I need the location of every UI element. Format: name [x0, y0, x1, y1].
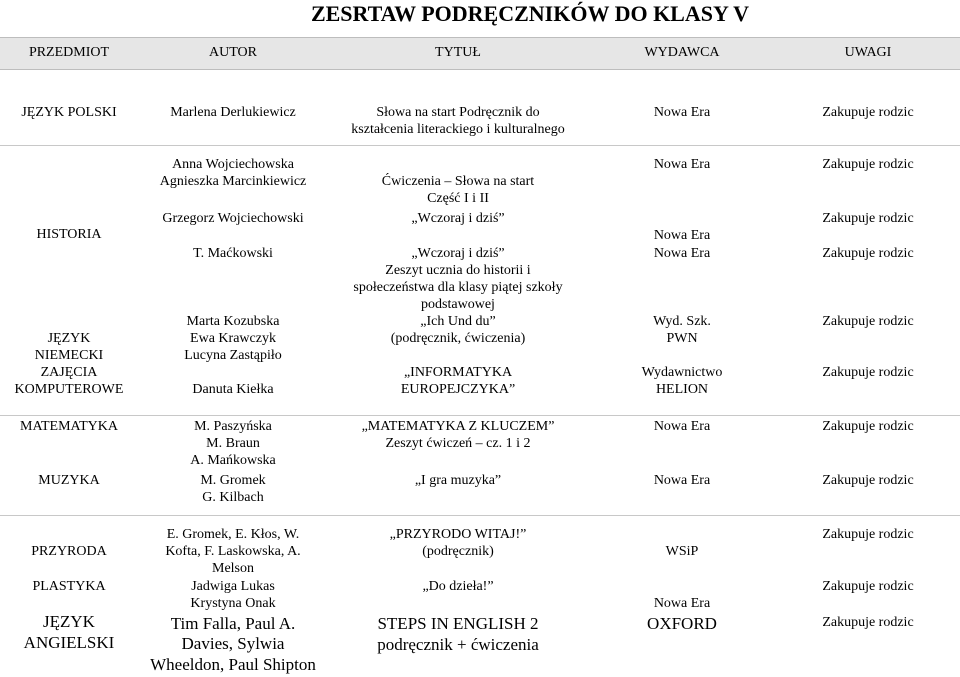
row-divider	[0, 515, 960, 516]
author: Wheeldon, Paul Shipton	[150, 655, 316, 674]
subject-jezyk-angielski: ANGIELSKI	[23, 633, 115, 652]
author: Anna Wojciechowska	[172, 157, 294, 172]
publisher: PWN	[666, 331, 698, 346]
publisher: Nowa Era	[653, 228, 711, 243]
note: Zakupuje rodzic	[822, 473, 914, 488]
subject-historia: HISTORIA	[36, 227, 102, 242]
book-title: podręcznik + ćwiczenia	[377, 635, 539, 654]
header-wydawca: WYDAWCA	[644, 45, 720, 60]
book-title: „Ich Und du”	[420, 314, 496, 329]
header-przedmiot: PRZEDMIOT	[28, 45, 110, 60]
note: Zakupuje rodzic	[822, 615, 914, 630]
author: Tim Falla, Paul A.	[170, 614, 296, 633]
subject-jezyk-niemiecki: NIEMECKI	[34, 348, 104, 363]
publisher: Wyd. Szk.	[653, 314, 711, 329]
book-title: „Wczoraj i dziś”	[411, 211, 505, 226]
note: Zakupuje rodzic	[822, 365, 914, 380]
subject-jezyk-angielski: JĘZYK	[43, 612, 95, 631]
author: A. Mańkowska	[190, 453, 276, 468]
book-title: „Do dzieła!”	[422, 579, 494, 594]
note: Zakupuje rodzic	[822, 211, 914, 226]
row-divider	[0, 415, 960, 416]
author: T. Maćkowski	[193, 246, 273, 261]
book-title: społeczeństwa dla klasy piątej szkoły	[353, 280, 563, 295]
author: Lucyna Zastąpiło	[184, 348, 282, 363]
subject-przyroda: PRZYRODA	[31, 544, 107, 559]
author: M. Gromek	[200, 473, 266, 488]
author: Krystyna Onak	[190, 596, 276, 611]
book-title: Słowa na start Podręcznik do	[376, 105, 540, 120]
subject-zajecia-komputerowe: ZAJĘCIA	[40, 365, 98, 380]
book-title: Zeszyt ucznia do historii i	[385, 263, 531, 278]
author: Kofta, F. Laskowska, A.	[165, 544, 301, 559]
subject-matematyka: MATEMATYKA	[20, 419, 118, 434]
header-tytul: TYTUŁ	[435, 45, 481, 60]
publisher: OXFORD	[647, 614, 717, 633]
author: Jadwiga Lukas	[191, 579, 275, 594]
page-title: ZESRTAW PODRĘCZNIKÓW DO KLASY V	[310, 1, 750, 26]
book-title: „MATEMATYKA Z KLUCZEM”	[361, 419, 555, 434]
note: Zakupuje rodzic	[822, 157, 914, 172]
note: Zakupuje rodzic	[822, 419, 914, 434]
book-title: Część I i II	[427, 191, 489, 206]
subject-jezyk-polski: JĘZYK POLSKI	[21, 105, 117, 120]
book-title: „I gra muzyka”	[414, 473, 502, 488]
book-title: kształcenia literackiego i kulturalnego	[351, 122, 565, 137]
book-title: „PRZYRODO WITAJ!”	[389, 527, 527, 542]
publisher: Nowa Era	[653, 105, 711, 120]
subject-plastyka: PLASTYKA	[32, 579, 106, 594]
author: E. Gromek, E. Kłos, W.	[166, 527, 300, 542]
author: Ewa Krawczyk	[190, 331, 276, 346]
book-title: „INFORMATYKA	[403, 365, 513, 380]
author: Davies, Sylwia	[181, 634, 285, 653]
author: M. Braun	[206, 436, 260, 451]
book-title: podstawowej	[421, 297, 495, 312]
book-title: Zeszyt ćwiczeń – cz. 1 i 2	[385, 436, 531, 451]
publisher: Nowa Era	[653, 419, 711, 434]
book-title: (podręcznik)	[422, 544, 494, 559]
author: Agnieszka Marcinkiewicz	[159, 174, 307, 189]
author: Marta Kozubska	[186, 314, 280, 329]
publisher: Nowa Era	[653, 157, 711, 172]
header-autor: AUTOR	[209, 45, 257, 60]
note: Zakupuje rodzic	[822, 579, 914, 594]
publisher: Nowa Era	[653, 596, 711, 611]
note: Zakupuje rodzic	[822, 246, 914, 261]
author: Marlena Derlukiewicz	[170, 105, 296, 120]
author: Danuta Kiełka	[192, 382, 274, 397]
book-title: STEPS IN ENGLISH 2	[377, 614, 539, 633]
note: Zakupuje rodzic	[822, 314, 914, 329]
book-title: „Wczoraj i dziś”	[411, 246, 505, 261]
book-title: EUROPEJCZYKA”	[400, 382, 516, 397]
author: M. Paszyńska	[194, 419, 272, 434]
subject-muzyka: MUZYKA	[38, 473, 100, 488]
publisher: Wydawnictwo	[641, 365, 723, 380]
subject-zajecia-komputerowe: KOMPUTEROWE	[14, 382, 124, 397]
author: G. Kilbach	[202, 490, 264, 505]
publisher: Nowa Era	[653, 246, 711, 261]
header-uwagi: UWAGI	[844, 45, 892, 60]
note: Zakupuje rodzic	[822, 527, 914, 542]
publisher: WSiP	[665, 544, 699, 559]
row-divider	[0, 145, 960, 146]
publisher: Nowa Era	[653, 473, 711, 488]
author: Grzegorz Wojciechowski	[162, 211, 304, 226]
subject-jezyk-niemiecki: JĘZYK	[47, 331, 91, 346]
note: Zakupuje rodzic	[822, 105, 914, 120]
book-title: (podręcznik, ćwiczenia)	[390, 331, 526, 346]
publisher: HELION	[655, 382, 709, 397]
author: Melson	[212, 561, 254, 576]
book-title: Ćwiczenia – Słowa na start	[381, 174, 535, 189]
